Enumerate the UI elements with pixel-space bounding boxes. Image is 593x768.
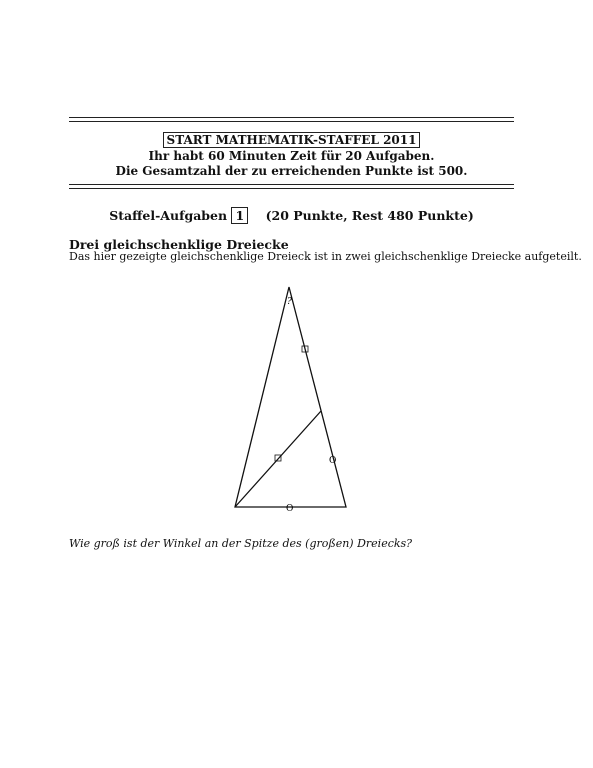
task-points: (20 Punkte, Rest 480 Punkte) <box>265 208 474 223</box>
header-subtitle-1: Ihr habt 60 Minuten Zeit für 20 Aufgaben. <box>148 149 435 163</box>
task-description: Das hier gezeigte gleichschenklige Dreieck ist in zwei gleichschenklige Dreiecke aufgeteilt. <box>69 250 582 263</box>
task-title: Drei gleichschenklige Dreiecke <box>69 237 289 252</box>
large-triangle <box>235 287 346 507</box>
header-subtitle-2: Die Gesamtzahl der zu erreichenden Punkte ist 500. <box>115 164 468 178</box>
header-title: START MATHEMATIK-STAFFEL 2011 <box>163 132 421 148</box>
apex-angle-mark: ? <box>287 297 292 307</box>
equal-mark-circle-2: O <box>286 504 294 514</box>
task-number: 1 <box>231 207 248 224</box>
task-question: Wie groß ist der Winkel an der Spitze des (großen) Dreiecks? <box>69 537 413 550</box>
equal-mark-circle-1: O <box>329 456 337 466</box>
dividing-line <box>235 411 321 507</box>
section-label: Staffel-Aufgaben <box>109 208 228 223</box>
